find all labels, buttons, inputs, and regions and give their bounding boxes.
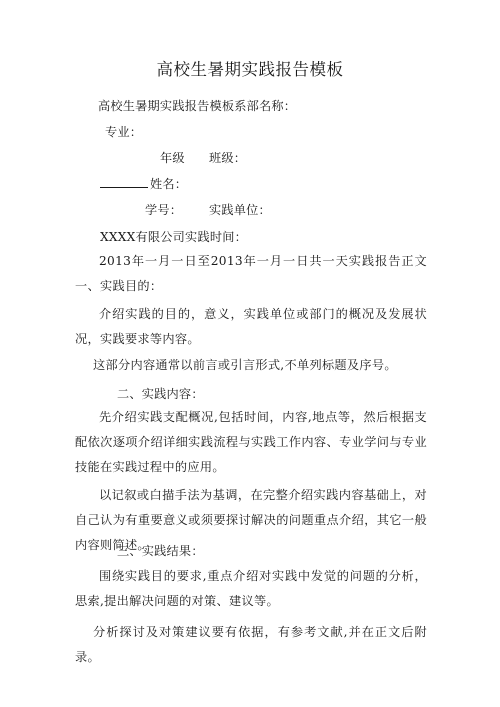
class-label: 班级： (209, 151, 247, 165)
grade-label: 年级 (160, 151, 185, 165)
student-id-label: 学号： (145, 203, 183, 217)
section3-heading: 三、实践结果： (117, 544, 204, 558)
major-label: 专业： (105, 125, 143, 139)
section2-paragraph-2: 以记叙或白描手法为基调，在完整介绍实践内容基础上，对自己认为有重要意义或须要探讨解决的问题重点介绍，其它一般内容则简述。 (75, 488, 427, 552)
header-line: 高校生暑期实践报告模板系部名称： (98, 99, 297, 113)
document-title: 高校生暑期实践报告模板 (156, 60, 344, 79)
practice-unit-label: 实践单位： (209, 203, 271, 217)
name-field (100, 175, 187, 192)
intro-paragraph: 介绍实践的目的，意义，实践单位或部门的概况及发展状况，实践要求等内容。 (75, 307, 427, 346)
section2-paragraph-1: 先介绍实践支配概况,包括时间，内容,地点等，然后根据支配依次逐项介绍详细实践流程与实践工作内容、专业学问与专业技能在实践过程中的应用。 (75, 410, 427, 474)
preface-paragraph: 这部分内容通常以前言或引言形式,不单列标题及序号。 (93, 358, 397, 372)
section2-heading: 二、实践内容： (117, 387, 204, 401)
name-blank-line (100, 175, 148, 188)
section3-paragraph-1: 围绕实践目的要求,重点介绍对实践中发觉的问题的分析，思索,提出解决问题的对策、建议等。 (75, 569, 427, 608)
company-time-line: XXXX有限公司实践时间： (100, 230, 247, 244)
time-paragraph: 2013年一月一日至2013年一月一日共一天实践报告正文一、实践目的： (75, 254, 427, 293)
name-label: 姓名： (150, 177, 188, 191)
section3-paragraph-2: 分析探讨及对策建议要有依据，有参考文献,并在正文后附录。 (75, 625, 427, 664)
